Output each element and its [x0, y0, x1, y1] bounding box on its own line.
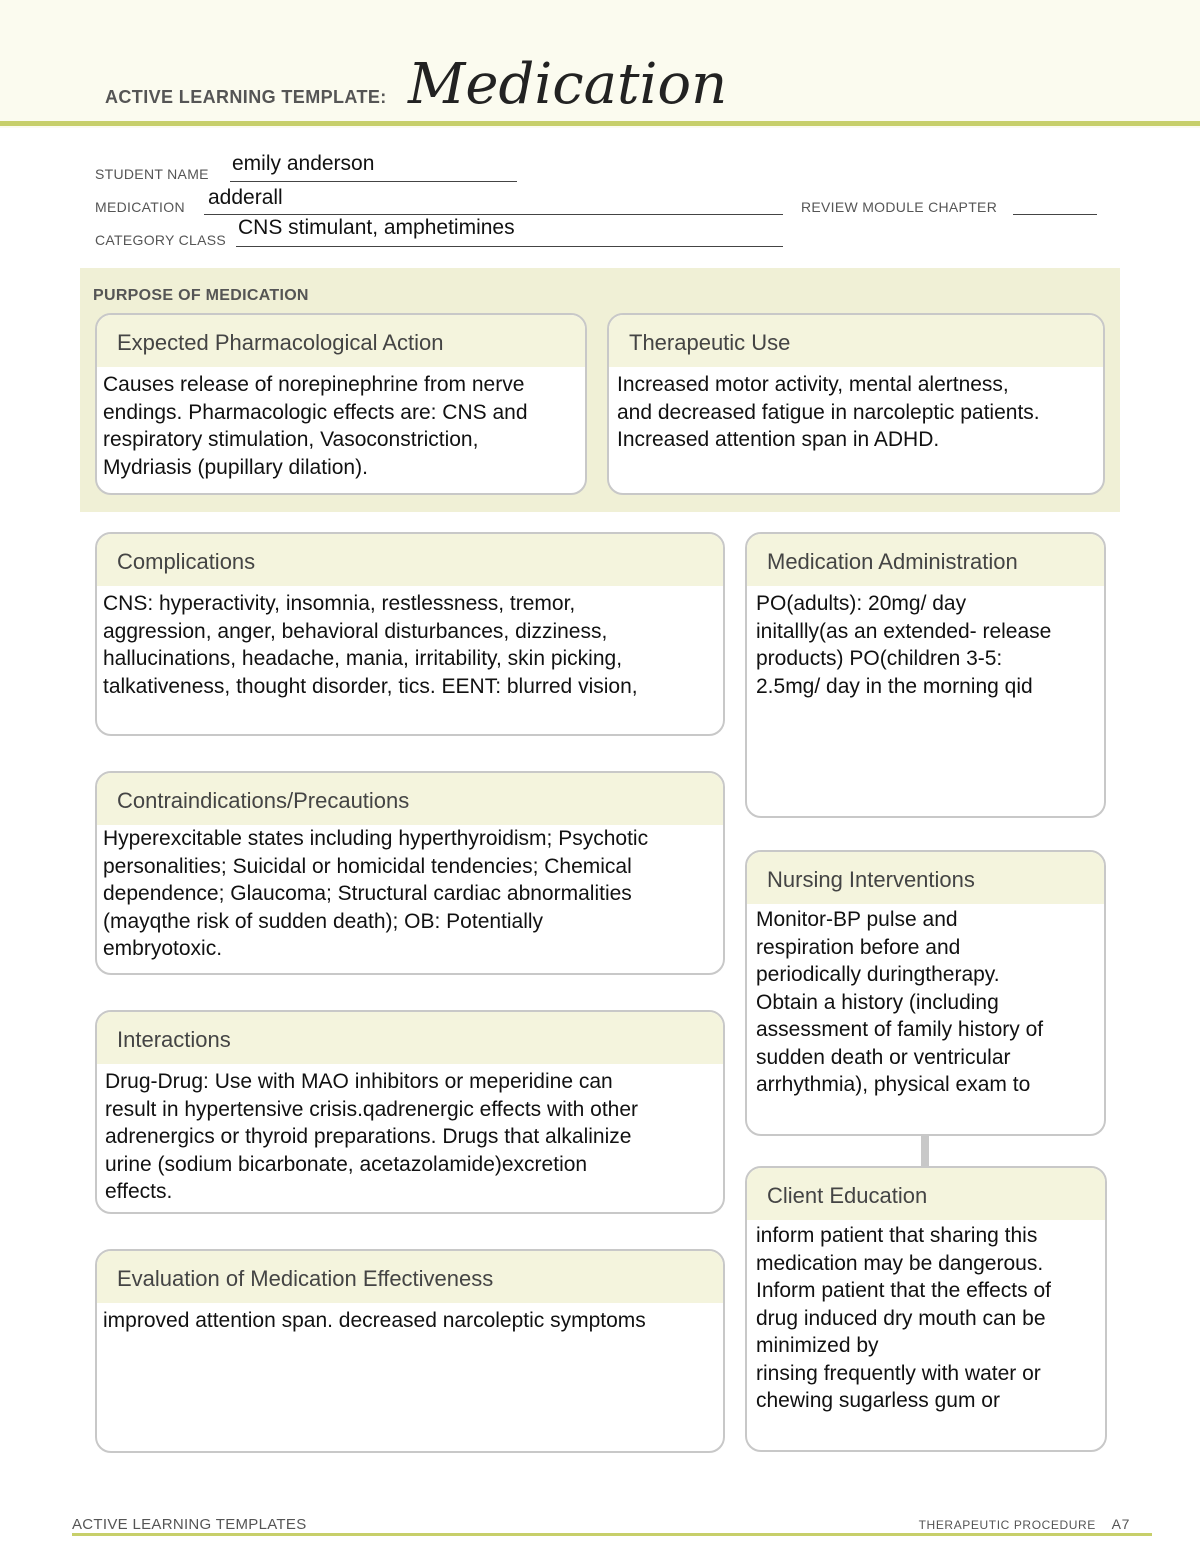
page-title: Medication [408, 52, 728, 117]
box-connector [921, 1135, 929, 1167]
complications-heading: Complications [97, 534, 723, 586]
nursing-line: assessment of family history of [756, 1018, 1044, 1041]
contraindications-heading: Contraindications/Precautions [97, 773, 723, 825]
contraindications-body[interactable] [97, 825, 723, 963]
footer-section [919, 1516, 1130, 1532]
client-education-line: medication may be dangerous. [756, 1251, 1044, 1275]
footer-title: ACTIVE LEARNING TEMPLATES [72, 1516, 307, 1533]
complications-line: CNS: hyperactivity, insomnia, restlessness, tremor, [103, 592, 576, 615]
client-education-line: inform patient that sharing this [756, 1224, 1038, 1247]
template-prefix: ACTIVE LEARNING TEMPLATE: [105, 87, 387, 107]
administration-line: 2.5mg/ day in the morning qid [756, 674, 1033, 698]
therapeutic-use-line: and decreased fatigue in narcoleptic patients. [617, 400, 1040, 424]
client-education-heading: Client Education [747, 1168, 1105, 1220]
complications-line: talkativeness, thought disorder, tics. EENT: blurred vision, [103, 674, 638, 698]
administration-line: PO(adults): 20mg/ day [756, 592, 967, 615]
therapeutic-use-heading: Therapeutic Use [609, 315, 1103, 367]
complications-line: hallucinations, headache, mania, irritability, skin picking, [103, 647, 623, 670]
nursing-interventions-box [745, 850, 1106, 1136]
client-education-body[interactable] [747, 1220, 1105, 1415]
purpose-title: PURPOSE OF MEDICATION [93, 287, 309, 304]
client-education-box [745, 1166, 1107, 1452]
nursing-line: sudden death or ventricular [756, 1045, 1011, 1069]
contraindications-line: personalities; Suicidal or homicidal tendencies; Chemical [103, 854, 632, 878]
complications-box [95, 532, 725, 736]
medication-line [204, 214, 783, 215]
nursing-interventions-body[interactable] [747, 904, 1104, 1099]
contraindications-line: (mayqthe risk of sudden death); OB: Potentially [103, 909, 544, 933]
category-class-label: CATEGORY CLASS [95, 232, 227, 248]
expected-action-line: Causes release of norepinephrine from nerve [103, 373, 525, 396]
interactions-box [95, 1010, 725, 1214]
student-name-label: STUDENT NAME [95, 166, 209, 182]
administration-line: initallly(as an extended- release [756, 619, 1052, 643]
contraindications-line: embryotoxic. [103, 937, 223, 960]
nursing-line: respiration before and [756, 935, 961, 959]
contraindications-line: dependence; Glaucoma; Structural cardiac abnormalities [103, 882, 632, 905]
complications-body[interactable] [97, 586, 723, 700]
medication-value[interactable]: adderall [208, 186, 283, 209]
category-class-line [236, 246, 783, 247]
footer-rule [72, 1533, 1152, 1536]
administration-line: products) PO(children 3-5: [756, 647, 1003, 670]
interactions-body[interactable] [97, 1064, 723, 1206]
nursing-line: Obtain a history (including [756, 990, 999, 1014]
review-module-line [1013, 214, 1097, 215]
client-education-line: minimized by [756, 1334, 879, 1357]
administration-body[interactable] [747, 586, 1104, 700]
complications-line: aggression, anger, behavioral disturbances, dizziness, [103, 619, 608, 643]
expected-action-body[interactable] [97, 367, 585, 481]
expected-action-box [95, 313, 587, 495]
evaluation-heading: Evaluation of Medication Effectiveness [97, 1251, 723, 1303]
expected-action-line: Mydriasis (pupillary dilation). [103, 455, 368, 479]
category-class-value[interactable]: CNS stimulant, amphetimines [238, 216, 515, 239]
therapeutic-use-box [607, 313, 1105, 495]
interactions-line: adrenergics or thyroid preparations. Drugs that alkalinize [105, 1125, 632, 1148]
nursing-line: periodically duringtherapy. [756, 963, 1000, 986]
contraindications-line: Hyperexcitable states including hyperthyroidism; Psychotic [103, 827, 649, 850]
client-education-line: chewing sugarless gum or [756, 1389, 1000, 1412]
interactions-line: urine (sodium bicarbonate, acetazolamide)excretion [105, 1152, 588, 1176]
administration-heading: Medication Administration [747, 534, 1104, 586]
medication-label: MEDICATION [95, 199, 185, 215]
interactions-heading: Interactions [97, 1012, 723, 1064]
client-education-line: Inform patient that the effects of [756, 1279, 1051, 1302]
page-number: A7 [1111, 1516, 1130, 1532]
footer-section-label: THERAPEUTIC PROCEDURE [918, 1518, 1096, 1532]
therapeutic-use-line: Increased attention span in ADHD. [617, 428, 940, 451]
review-module-label: REVIEW MODULE CHAPTER [801, 199, 998, 215]
nursing-line: Monitor-BP pulse and [756, 908, 958, 931]
administration-box [745, 532, 1106, 818]
interactions-line: effects. [105, 1180, 173, 1203]
header-rule [0, 121, 1200, 126]
client-education-line: drug induced dry mouth can be [756, 1306, 1046, 1330]
expected-action-heading: Expected Pharmacological Action [97, 315, 585, 367]
client-education-line: rinsing frequently with water or [756, 1361, 1041, 1385]
student-name-line [230, 181, 517, 182]
therapeutic-use-body[interactable] [609, 367, 1103, 454]
interactions-line: Drug-Drug: Use with MAO inhibitors or meperidine can [105, 1070, 613, 1093]
evaluation-body[interactable] [97, 1303, 723, 1335]
expected-action-line: respiratory stimulation, Vasoconstriction, [103, 428, 479, 451]
therapeutic-use-line: Increased motor activity, mental alertness, [617, 373, 1009, 396]
nursing-interventions-heading: Nursing Interventions [747, 852, 1104, 904]
evaluation-box [95, 1249, 725, 1453]
contraindications-box [95, 771, 725, 975]
evaluation-line: improved attention span. decreased narcoleptic symptoms [103, 1309, 646, 1332]
nursing-line: arrhythmia), physical exam to [756, 1073, 1031, 1096]
student-name-value[interactable]: emily anderson [232, 152, 375, 175]
expected-action-line: endings. Pharmacologic effects are: CNS and [103, 400, 528, 424]
interactions-line: result in hypertensive crisis.qadrenergic effects with other [105, 1097, 639, 1121]
